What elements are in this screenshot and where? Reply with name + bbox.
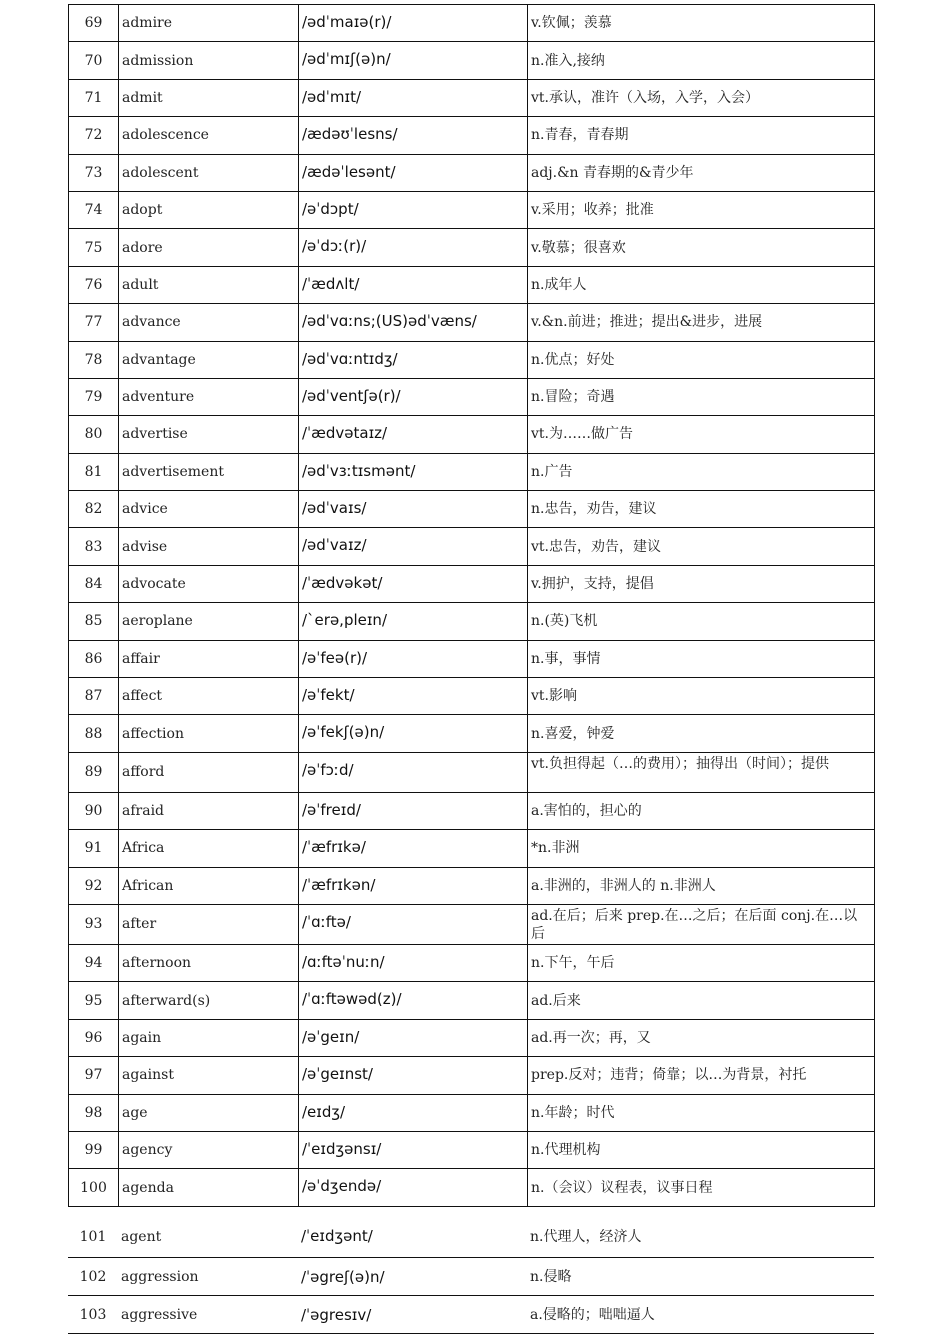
row-number: 78 [69,341,119,378]
word-cell: agency [119,1131,299,1168]
table-row [69,1057,875,1094]
definition-cell: n.代理人，经济人 [527,1217,874,1258]
table-row [69,304,875,341]
row-number: 72 [69,117,119,154]
definition-cell: ad.后来 [528,982,875,1019]
word-cell: against [119,1057,299,1094]
definition-cell: v.拥护，支持，提倡 [528,565,875,602]
definition-cell: v.敬慕；很喜欢 [528,229,875,266]
word-cell: advance [119,304,299,341]
word-cell: adult [119,266,299,303]
table-row [69,867,875,904]
row-number: 100 [69,1169,119,1206]
word-cell: adolescent [119,154,299,191]
row-number: 89 [69,752,119,792]
table-row [69,154,875,191]
word-cell: advise [119,528,299,565]
word-cell: advocate [119,565,299,602]
table-row [69,491,875,528]
row-number: 70 [69,42,119,79]
phonetic-cell: /əˈgeɪnst/ [299,1057,528,1094]
row-number: 79 [69,378,119,415]
word-cell: afternoon [119,944,299,981]
row-number: 71 [69,79,119,116]
row-number: 91 [69,830,119,867]
table-row [69,1094,875,1131]
word-cell: afford [119,752,299,792]
row-number: 93 [69,904,119,944]
word-cell: affect [119,678,299,715]
row-number: 99 [69,1131,119,1168]
row-number: 83 [69,528,119,565]
word-cell: advice [119,491,299,528]
row-number: 101 [68,1217,118,1258]
word-cell: advantage [119,341,299,378]
row-number: 73 [69,154,119,191]
word-cell: African [119,867,299,904]
definition-cell: n.下午，午后 [528,944,875,981]
phonetic-cell: /əˈfekt/ [299,678,528,715]
row-number: 82 [69,491,119,528]
word-cell: aeroplane [119,603,299,640]
row-number: 76 [69,266,119,303]
word-cell: advertise [119,416,299,453]
table-row [69,42,875,79]
word-cell: admission [119,42,299,79]
phonetic-cell: /ɑːftəˈnuːn/ [299,944,528,981]
definition-cell: *n.非洲 [528,830,875,867]
word-cell: aggression [118,1258,298,1296]
definition-cell: a.非洲的，非洲人的 n.非洲人 [528,867,875,904]
table-row [69,1131,875,1168]
table-row [69,565,875,602]
row-number: 88 [69,715,119,752]
definition-cell: n.忠告，劝告，建议 [528,491,875,528]
word-cell: adopt [119,191,299,228]
phonetic-cell: /ədˈvɑːns;(US)ədˈvæns/ [299,304,528,341]
word-cell: advertisement [119,453,299,490]
table-row [68,1217,874,1258]
row-number: 92 [69,867,119,904]
phonetic-cell: /ədˈmaɪə(r)/ [299,5,528,42]
definition-cell: n.准入,接纳 [528,42,875,79]
phonetic-cell: /ədˈvaɪs/ [299,491,528,528]
table-row [69,752,875,792]
phonetic-cell: /ædəʊˈlesns/ [299,117,528,154]
table-row [69,982,875,1019]
phonetic-cell: /ˈædvəkət/ [299,565,528,602]
phonetic-cell: /ədˈvɑːntɪdʒ/ [299,341,528,378]
row-number: 94 [69,944,119,981]
word-cell: again [119,1019,299,1056]
word-cell: adore [119,229,299,266]
phonetic-cell: /əˈfekʃ(ə)n/ [299,715,528,752]
table-row [69,603,875,640]
phonetic-cell: /ədˈmɪt/ [299,79,528,116]
definition-cell: v.钦佩；羡慕 [528,5,875,42]
phonetic-cell: /eɪdʒ/ [299,1094,528,1131]
definition-cell: n.优点；好处 [528,341,875,378]
phonetic-cell: /ədˈmɪʃ(ə)n/ [299,42,528,79]
table-row [69,1169,875,1206]
phonetic-cell: /əˈfreɪd/ [299,792,528,829]
definition-cell: v.&n.前进；推进；提出&进步，进展 [528,304,875,341]
table-row [69,678,875,715]
table-row [69,229,875,266]
phonetic-cell: /ˈæfrɪkən/ [299,867,528,904]
table-row [69,792,875,829]
definition-cell: ad.再一次；再，又 [528,1019,875,1056]
table-row [69,453,875,490]
row-number: 77 [69,304,119,341]
row-number: 96 [69,1019,119,1056]
phonetic-cell: /`erə,pleɪn/ [299,603,528,640]
table-row [69,191,875,228]
definition-cell: a.害怕的，担心的 [528,792,875,829]
phonetic-cell: /əˈgeɪn/ [299,1019,528,1056]
definition-cell: vt.影响 [528,678,875,715]
definition-cell: prep.反对；违背；倚靠；以…为背景，衬托 [528,1057,875,1094]
table-row [69,640,875,677]
phonetic-cell: /əˈfɔːd/ [299,752,528,792]
phonetic-cell: /ədˈventʃə(r)/ [299,378,528,415]
vocabulary-table [68,4,875,1207]
word-cell: after [119,904,299,944]
phonetic-cell: /ˈeɪdʒənt/ [298,1217,527,1258]
row-number: 97 [69,1057,119,1094]
vocabulary-table-continued-body [68,1217,874,1334]
table-row [68,1258,874,1296]
definition-cell: vt.为……做广告 [528,416,875,453]
word-cell: affair [119,640,299,677]
phonetic-cell: /əˈdɔpt/ [299,191,528,228]
phonetic-cell: /ˈəgresɪv/ [298,1296,527,1334]
word-cell: afterward(s) [119,982,299,1019]
definition-cell: n.（会议）议程表，议事日程 [528,1169,875,1206]
table-row [69,904,875,944]
word-cell: adolescence [119,117,299,154]
table-row [69,341,875,378]
word-cell: agent [118,1217,298,1258]
definition-cell: n.侵略 [527,1258,874,1296]
table-row [69,715,875,752]
definition-cell: n.年龄；时代 [528,1094,875,1131]
row-number: 95 [69,982,119,1019]
phonetic-cell: /ədˈvaɪz/ [299,528,528,565]
row-number: 86 [69,640,119,677]
word-cell: Africa [119,830,299,867]
definition-cell: n.成年人 [528,266,875,303]
table-row [69,416,875,453]
phonetic-cell: /əˈfeə(r)/ [299,640,528,677]
definition-cell: n.广告 [528,453,875,490]
definition-cell: vt.承认，准许（入场，入学，入会） [528,79,875,116]
row-number: 87 [69,678,119,715]
word-cell: afraid [119,792,299,829]
definition-cell: a.侵略的；咄咄逼人 [527,1296,874,1334]
definition-cell: n.喜爱，钟爱 [528,715,875,752]
definition-cell: n.(英)飞机 [528,603,875,640]
table-row [69,830,875,867]
table-row [69,5,875,42]
row-number: 84 [69,565,119,602]
phonetic-cell: /ˈædvətaɪz/ [299,416,528,453]
phonetic-cell: /ædəˈlesənt/ [299,154,528,191]
definition-cell: v.采用；收养；批准 [528,191,875,228]
table-row [69,1019,875,1056]
definition-cell: n.事，事情 [528,640,875,677]
word-cell: agenda [119,1169,299,1206]
word-cell: admit [119,79,299,116]
vocabulary-table-body [69,5,875,1207]
table-row [69,944,875,981]
row-number: 103 [68,1296,118,1334]
table-row [69,117,875,154]
phonetic-cell: /ˈɑːftəwəd(z)/ [299,982,528,1019]
table-row [69,266,875,303]
phonetic-cell: /ˈæfrɪkə/ [299,830,528,867]
row-number: 80 [69,416,119,453]
phonetic-cell: /əˈdɔː(r)/ [299,229,528,266]
row-number: 81 [69,453,119,490]
table-row [68,1296,874,1334]
phonetic-cell: /ˈædʌlt/ [299,266,528,303]
definition-cell: adj.&n 青春期的&青少年 [528,154,875,191]
row-number: 102 [68,1258,118,1296]
definition-cell: n.冒险；奇遇 [528,378,875,415]
phonetic-cell: /ədˈvɜːtɪsmənt/ [299,453,528,490]
definition-cell: n.代理机构 [528,1131,875,1168]
word-cell: age [119,1094,299,1131]
row-number: 85 [69,603,119,640]
vocabulary-table-continued [68,1217,874,1335]
table-row [69,528,875,565]
word-cell: admire [119,5,299,42]
definition-cell: ad.在后；后来 prep.在…之后；在后面 conj.在…以后 [528,904,875,944]
row-number: 90 [69,792,119,829]
row-number: 75 [69,229,119,266]
definition-cell: vt.负担得起（…的费用）；抽得出（时间）；提供 [528,752,875,792]
phonetic-cell: /əˈdʒendə/ [299,1169,528,1206]
row-number: 98 [69,1094,119,1131]
phonetic-cell: /ˈɑːftə/ [299,904,528,944]
word-cell: adventure [119,378,299,415]
table-row [69,79,875,116]
word-cell: aggressive [118,1296,298,1334]
phonetic-cell: /ˈeɪdʒənsɪ/ [299,1131,528,1168]
definition-cell: vt.忠告，劝告，建议 [528,528,875,565]
vocabulary-sheet [68,4,874,1334]
row-number: 74 [69,191,119,228]
table-row [69,378,875,415]
definition-cell: n.青春，青春期 [528,117,875,154]
phonetic-cell: /ˈəgreʃ(ə)n/ [298,1258,527,1296]
row-number: 69 [69,5,119,42]
word-cell: affection [119,715,299,752]
